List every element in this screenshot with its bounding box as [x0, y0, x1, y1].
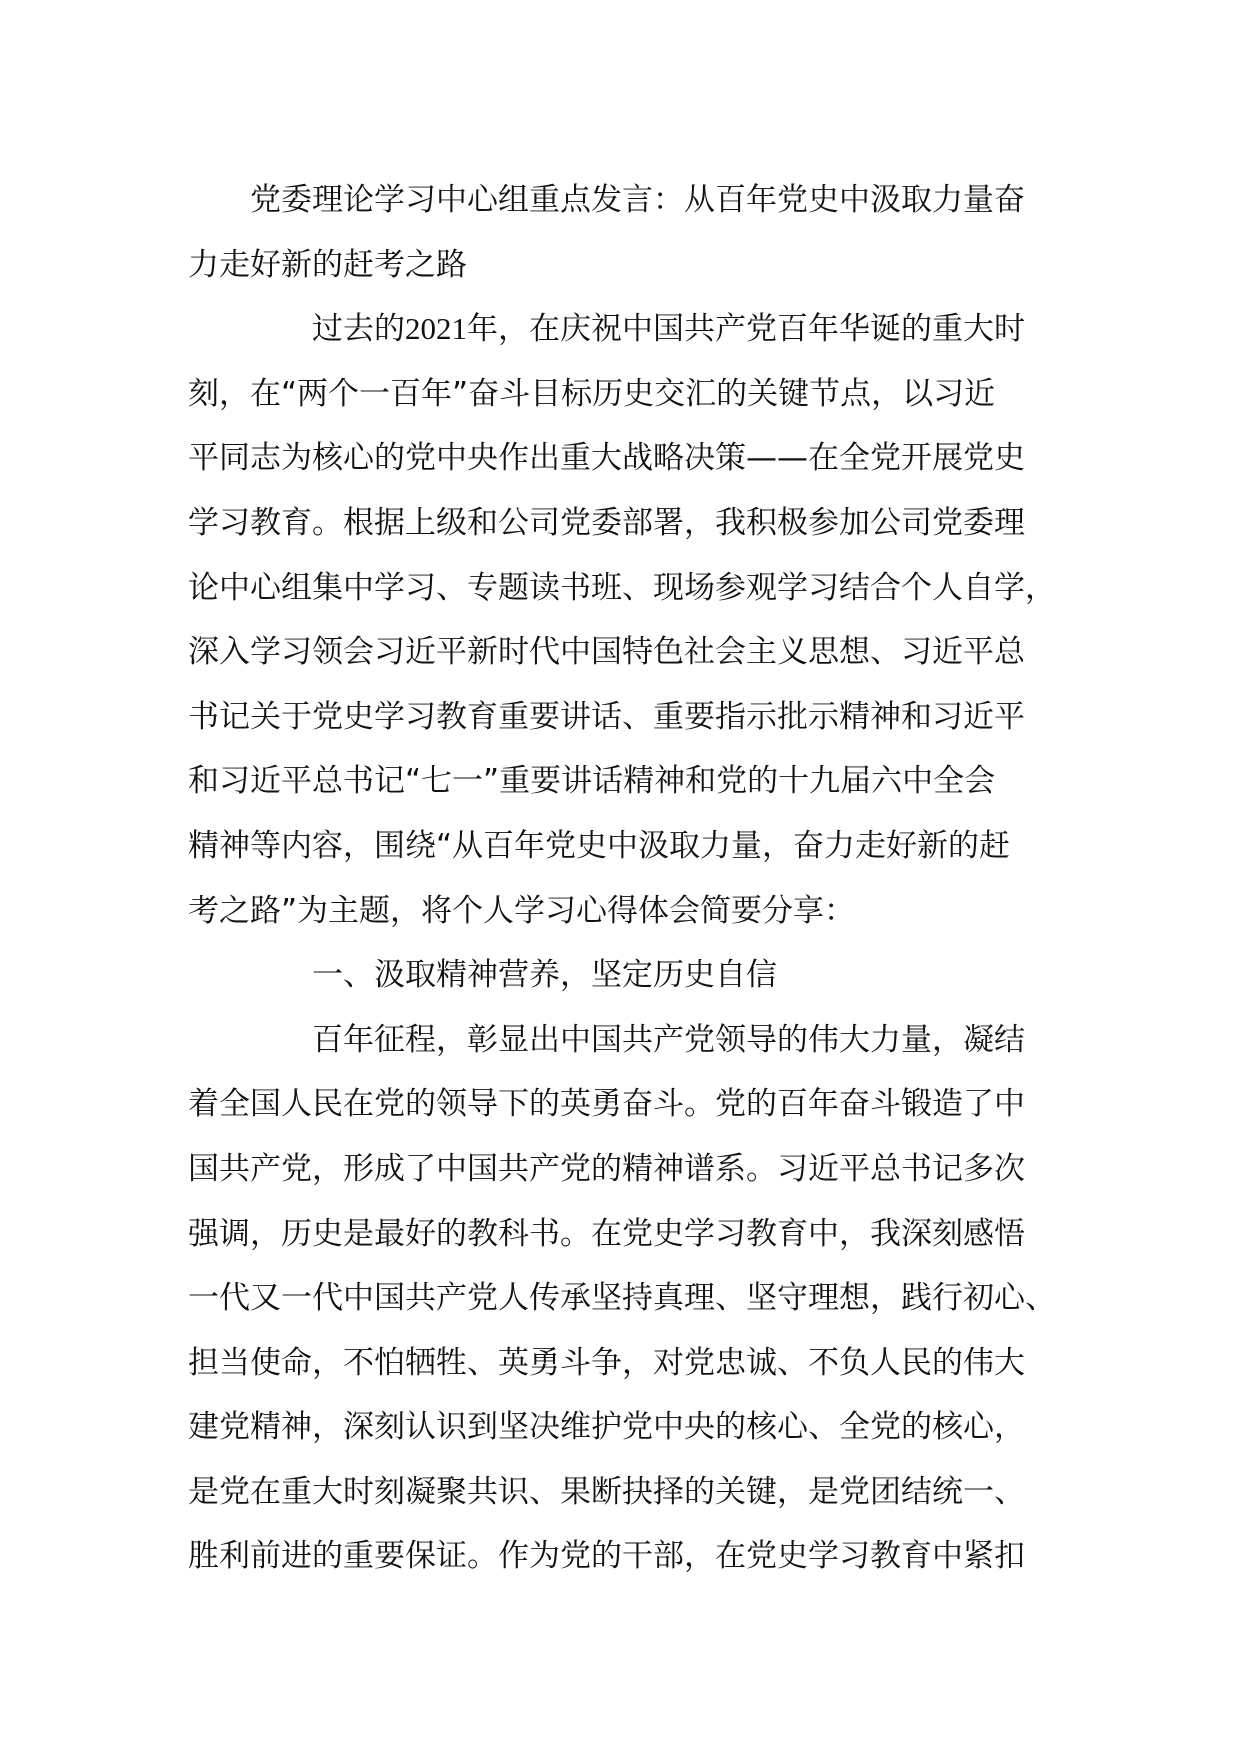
section-heading-1: 一、汲取精神营养，坚定历史自信 — [312, 957, 777, 994]
paragraph-2-line: 强调，历史是最好的教科书。在党史学习教育中，我深刻感悟 — [188, 1215, 1025, 1252]
title-line-1: 党委理论学习中心组重点发言：从百年党史中汲取力量奋 — [250, 182, 1025, 218]
paragraph-2-line: 建党精神，深刻认识到坚决维护党中央的核心、全党的核心， — [188, 1409, 1025, 1446]
paragraph-1-line: 学习教育。根据上级和公司党委部署，我积极参加公司党委理 — [188, 504, 1025, 541]
paragraph-2-line: 是党在重大时刻凝聚共识、果断抉择的关键，是党团结统一、 — [188, 1473, 1025, 1510]
paragraph-1-line: 平同志为核心的党中央作出重大战略决策——在全党开展党史 — [188, 440, 1025, 477]
paragraph-2-line: 胜利前进的重要保证。作为党的干部，在党史学习教育中紧扣 — [188, 1538, 1025, 1575]
paragraph-2-line: 一代又一代中国共产党人传承坚持真理、坚守理想，践行初心、 — [188, 1280, 1056, 1317]
paragraph-1-line: 考之路”为主题，将个人学习心得体会简要分享： — [188, 892, 856, 929]
paragraph-1-suffix: 年，在庆祝中国共产党百年华诞的重大时 — [467, 311, 1025, 348]
paragraph-1-line: 和习近平总书记“七一”重要讲话精神和党的十九届六中全会 — [188, 763, 996, 800]
paragraph-1-line: 书记关于党史学习教育重要讲话、重要指示批示精神和习近平 — [188, 698, 1025, 735]
title-line-2: 力走好新的赶考之路 — [188, 246, 467, 283]
paragraph-1-prefix: 过去的 — [312, 311, 405, 348]
paragraph-1-line: 深入学习领会习近平新时代中国特色社会主义思想、习近平总 — [188, 634, 1025, 671]
year-number: 2021 — [405, 311, 467, 347]
paragraph-1-line: 精神等内容，围绕“从百年党史中汲取力量，奋力走好新的赶 — [188, 827, 1011, 864]
document-body — [188, 168, 1058, 1589]
paragraph-2-line: 着全国人民在党的领导下的英勇奋斗。党的百年奋斗锻造了中 — [188, 1086, 1025, 1123]
paragraph-2-line: 百年征程，彰显出中国共产党领导的伟大力量，凝结 — [312, 1021, 1025, 1058]
paragraph-1-line: 刻，在“两个一百年”奋斗目标历史交汇的关键节点，以习近 — [188, 375, 996, 412]
paragraph-2-line: 担当使命，不怕牺牲、英勇斗争，对党忠诚、不负人民的伟大 — [188, 1344, 1025, 1381]
paragraph-1-line: 论中心组集中学习、专题读书班、现场参观学习结合个人自学， — [188, 569, 1056, 606]
paragraph-1-line-1 — [188, 297, 1058, 362]
paragraph-2-line: 国共产党，形成了中国共产党的精神谱系。习近平总书记多次 — [188, 1150, 1025, 1187]
